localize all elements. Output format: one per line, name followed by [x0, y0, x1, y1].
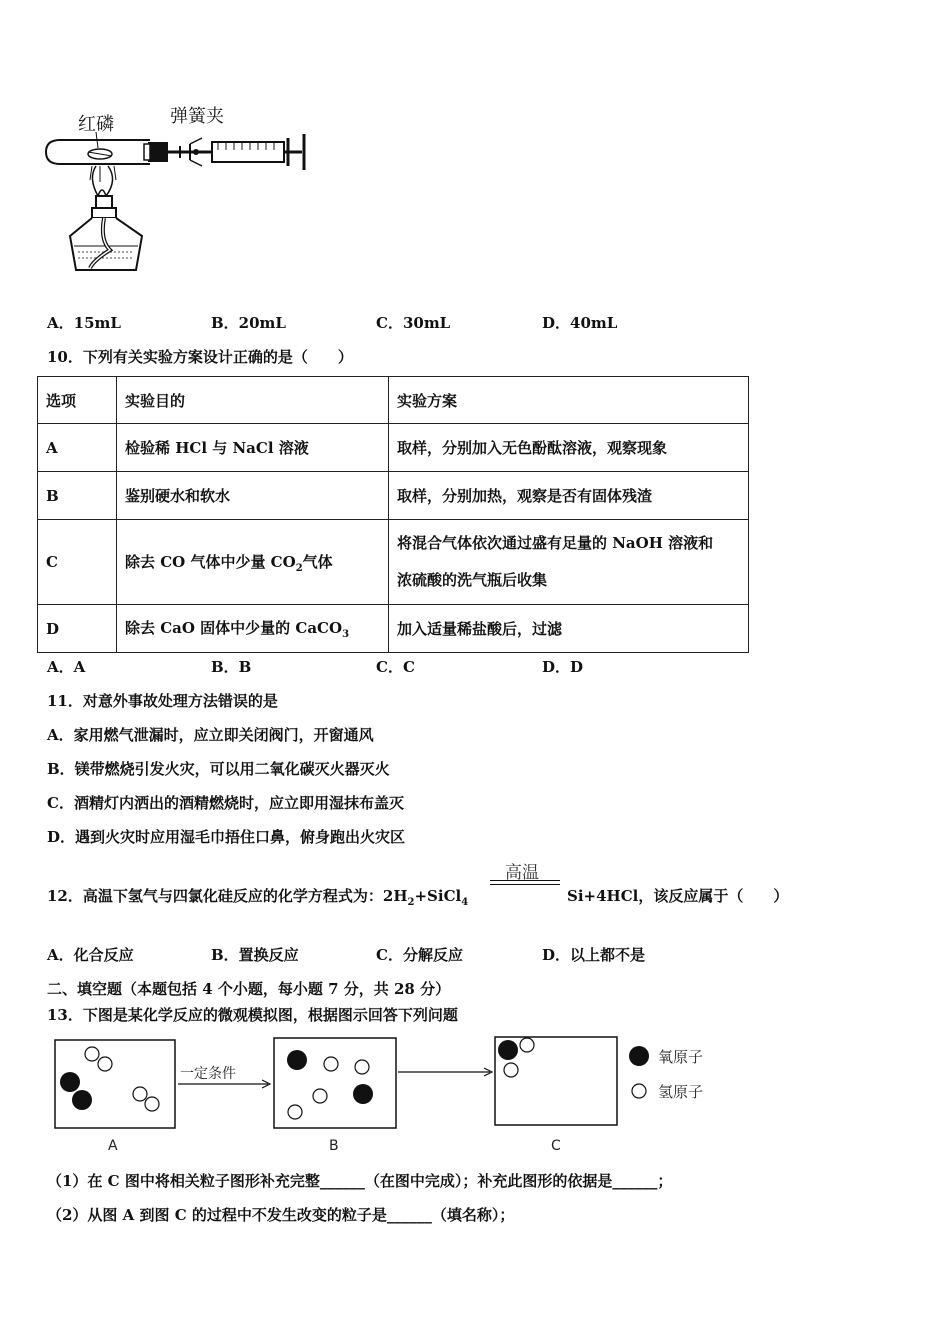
q9-option-d: D．40mL	[542, 314, 618, 332]
hydrogen-atom	[133, 1087, 147, 1101]
row-purpose	[117, 605, 389, 653]
row-key: A	[38, 424, 117, 472]
q10-option-d: D．D	[542, 658, 584, 676]
row-purpose	[117, 520, 389, 605]
hydrogen-atom	[145, 1097, 159, 1111]
rubber-stopper	[148, 142, 168, 162]
q12-stem-tail: Si+4HCl，该反应属于（ ）	[567, 887, 789, 905]
q11-option-d: D．遇到火灾时应用湿毛巾捂住口鼻，俯身跑出火灾区	[47, 828, 406, 846]
table-header-row	[38, 377, 749, 424]
oxygen-atom	[60, 1072, 80, 1092]
row-key: B	[38, 472, 117, 520]
legend-oxygen-label: 氧原子	[658, 1048, 704, 1066]
legend-oxygen-icon	[629, 1046, 649, 1066]
oxygen-atom	[287, 1050, 307, 1070]
q12-option-a: A．化合反应	[47, 946, 134, 964]
hydrogen-atom	[288, 1105, 302, 1119]
q9-option-a: A．15mL	[47, 314, 121, 332]
row-purpose: 鉴别硬水和软水	[117, 472, 389, 520]
hydrogen-atom	[313, 1089, 327, 1103]
q11-stem: 11．对意外事故处理方法错误的是	[47, 692, 278, 710]
legend-hydrogen-icon	[632, 1084, 646, 1098]
q12-option-c: C．分解反应	[376, 946, 463, 964]
purpose-subscript: 3	[342, 629, 350, 640]
q13-sub-question-1: （1）在 C 图中将相关粒子图形补充完整______（在图中完成）；补充此图形的依据是______；	[47, 1172, 673, 1190]
q12-subscript-cl4: 4	[461, 897, 469, 908]
plan-line-1: 将混合气体依次通过盛有足量的 NaOH 溶液和	[397, 534, 714, 552]
label-c: C	[551, 1138, 561, 1154]
q11-option-b: B．镁带燃烧引发火灾，可以用二氧化碳灭火器灭火	[47, 760, 390, 778]
q13-stem: 13．下图是某化学反应的微观模拟图，根据图示回答下列问题	[47, 1006, 458, 1024]
table-row	[38, 424, 749, 472]
label-a: A	[108, 1138, 118, 1154]
row-plan: 取样，分别加热，观察是否有固体残渣	[389, 472, 749, 520]
flame-icon	[92, 166, 112, 196]
syringe-icon	[212, 134, 304, 170]
q12-stem	[47, 885, 468, 908]
q12-option-d: D．以上都不是	[542, 946, 646, 964]
purpose-text-tail: 气体	[302, 552, 333, 571]
oxygen-atom	[353, 1084, 373, 1104]
q11-option-a: A．家用燃气泄漏时，应立即关闭阀门，开窗通风	[47, 726, 374, 744]
plan-line-2: 浓硫酸的洗气瓶后收集	[397, 571, 548, 589]
row-plan	[389, 520, 749, 605]
q13-sub-question-2: （2）从图 A 到图 C 的过程中不发生改变的粒子是______（填名称）；	[47, 1206, 515, 1224]
label-red-phosphorus: 红磷	[78, 114, 114, 135]
q12-equals-sign	[490, 880, 560, 885]
q12-stem-text: 12．高温下氢气与四氯化硅反应的化学方程式为：2H	[47, 887, 408, 905]
table-row	[38, 605, 749, 653]
purpose-text: 除去 CO 气体中少量 CO	[125, 552, 296, 571]
table-row	[38, 520, 749, 605]
q11-option-c: C．酒精灯内洒出的酒精燃烧时，应立即用湿抹布盖灭	[47, 794, 404, 812]
hydrogen-atom	[520, 1038, 534, 1052]
purpose-text: 除去 CaO 固体中少量的 CaCO	[125, 619, 343, 637]
hydrogen-atom	[355, 1060, 369, 1074]
label-b: B	[329, 1138, 339, 1154]
row-plan: 加入适量稀盐酸后，过滤	[389, 605, 749, 653]
header-purpose: 实验目的	[117, 377, 389, 424]
q10-stem: 10．下列有关实验方案设计正确的是（ ）	[47, 348, 353, 366]
header-option: 选项	[38, 377, 117, 424]
row-purpose: 检验稀 HCl 与 NaCl 溶液	[117, 424, 389, 472]
row-key: D	[38, 605, 117, 653]
section-title: 二、填空题（本题包括 4 个小题，每小题 7 分，共 28 分）	[47, 980, 451, 998]
legend-hydrogen-label: 氢原子	[658, 1083, 704, 1101]
hydrogen-atom	[324, 1057, 338, 1071]
hydrogen-atom	[98, 1057, 112, 1071]
q9-apparatus-diagram	[40, 100, 320, 280]
q13-micro-diagram	[50, 1032, 730, 1162]
q12-option-b: B．置换反应	[211, 946, 299, 964]
q10-option-b: B．B	[211, 658, 252, 676]
q12-reaction-condition: 高温	[505, 863, 539, 883]
q12-sicl: +SiCl	[414, 887, 462, 905]
q9-option-c: C．30mL	[376, 314, 451, 332]
q10-option-a: A．A	[47, 658, 86, 676]
condition-label: 一定条件	[180, 1066, 236, 1082]
hydrogen-atom	[85, 1047, 99, 1061]
q12-subscript-h2: 2	[407, 897, 415, 908]
row-plan: 取样，分别加入无色酚酞溶液，观察现象	[389, 424, 749, 472]
q10-table	[37, 376, 749, 653]
table-row	[38, 472, 749, 520]
header-plan: 实验方案	[389, 377, 749, 424]
oxygen-atom	[72, 1090, 92, 1110]
hydrogen-atom	[504, 1063, 518, 1077]
label-spring-clamp: 弹簧夹	[170, 106, 224, 127]
alcohol-lamp-icon	[70, 196, 142, 270]
q10-option-c: C．C	[376, 658, 415, 676]
q9-option-b: B．20mL	[211, 314, 286, 332]
oxygen-atom	[498, 1040, 518, 1060]
row-key: C	[38, 520, 117, 605]
purpose-subscript: 2	[295, 562, 303, 574]
